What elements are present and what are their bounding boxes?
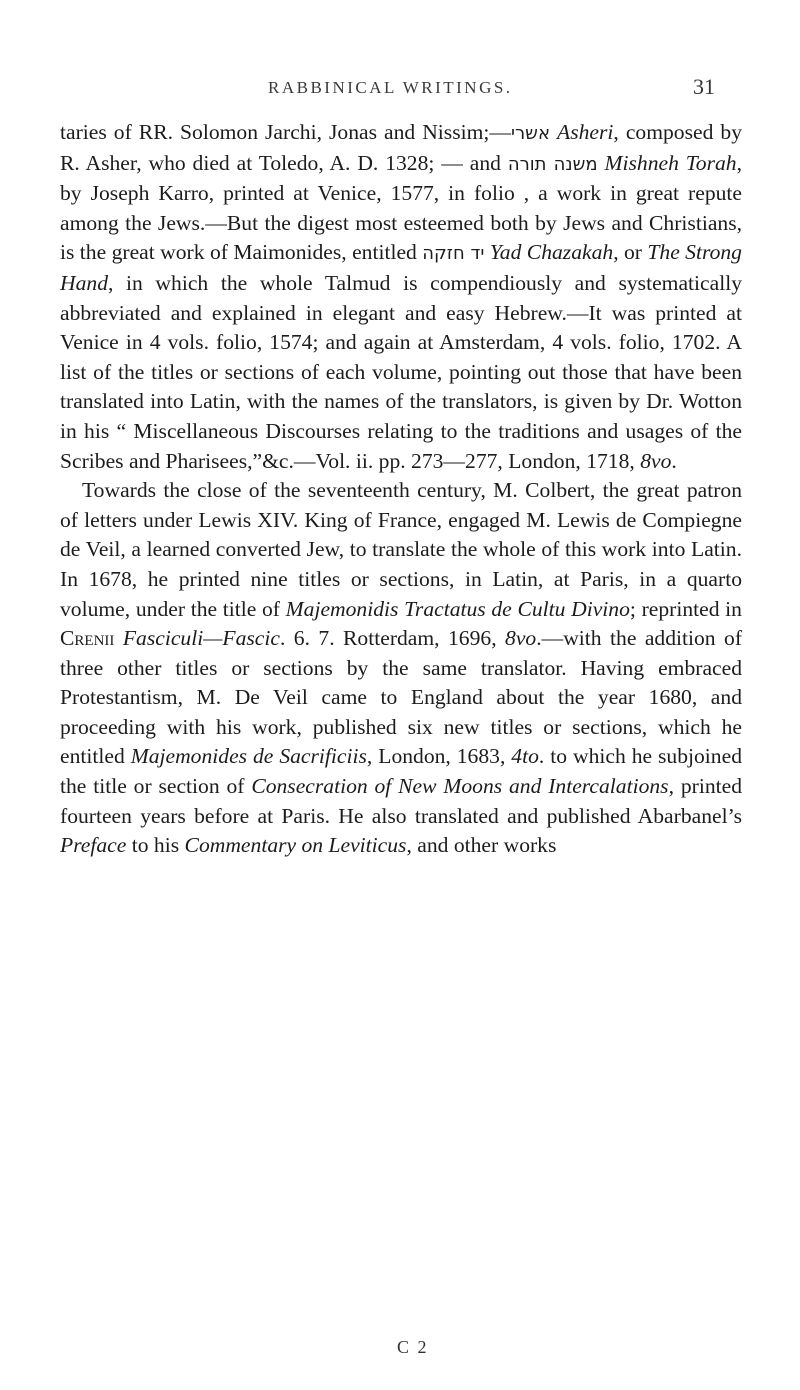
running-head bbox=[0, 74, 800, 108]
body-text bbox=[60, 118, 742, 861]
page-number: 31 bbox=[693, 74, 715, 99]
hebrew-yad-chazakah: יד חזקה bbox=[422, 243, 485, 265]
hebrew-mishneh-torah: משנה תורה bbox=[507, 153, 598, 175]
running-head-title: RABBINICAL WRITINGS. bbox=[268, 78, 513, 97]
paragraph-2: Towards the close of the seventeenth century, M. Colbert, the great patron of letters under Lewis XIV. King of France, engaged M. Lewis de Compiegne de Veil, a learned converted Jew, to translate the whole of this work into Latin. In 1678, he printed nine titles or sections, in Latin, at Paris, in a quarto volume, under the title of Majemonidis Tractatus de Cultu Divino; reprinted in Crenii Fasciculi—Fascic. 6. 7. Rotterdam, 1696, 8vo.—with the addition of three other titles or sections by the same translator. Having embraced Protestantism, M. De Veil came to England about the year 1680, and proceeding with his work, published six new titles or sections, which he entitled Majemonides de Sacrificiis, London, 1683, 4to. to which he subjoined the title or section of Consecration of New Moons and Intercalations, printed fourteen years before at Paris. He also translated and published Abarbanel’s Preface to his Commentary on Leviticus, and other works bbox=[60, 478, 743, 858]
paragraph-1: taries of RR. Solomon Jarchi, Jonas and Nissim;—אשרי Asheri, composed by R. Asher, who died at Toledo, A. D. 1328; — and משנה תורה Mishneh Torah, by Joseph Karro, printed at Venice, 1577, in folio , a work in great repute among the Jews.—But the digest most esteemed both by Jews and Christians, is the great work of Maimonides, entitled יד חזקה Yad Chazakah, or The Strong Hand, in which the whole Talmud is compendiously and systematically abbreviated and explained in elegant and easy Hebrew.—It was printed at Venice in 4 vols. folio, 1574; and again at Amsterdam, 4 vols. folio, 1702. A list of the titles or sections of each volume, pointing out those that have been translated into Latin, with the names of the translators, is given by Dr. Wotton in his “ Miscellaneous Discourses relating to the traditions and usages of the Scribes and Pharisees,”&c.—Vol. ii. pp. 273—277, London, 1718, 8vo. bbox=[60, 120, 742, 473]
hebrew-asheri: אשרי bbox=[511, 123, 550, 144]
signature-mark: C 2 bbox=[397, 1337, 429, 1357]
